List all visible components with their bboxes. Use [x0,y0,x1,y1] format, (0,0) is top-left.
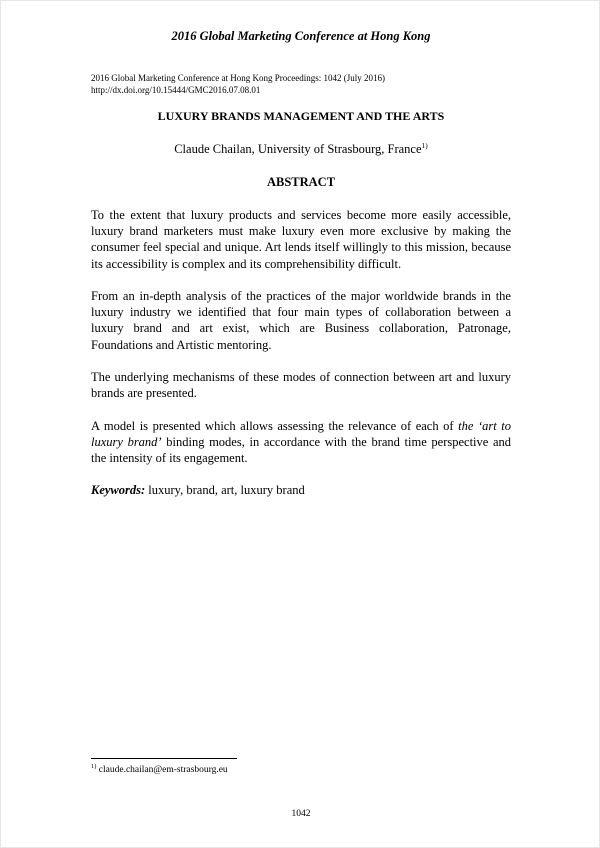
abstract-paragraph-3: The underlying mechanisms of these modes of connection between art and luxury brands are presented. [91,370,511,401]
author-text: Claude Chailan, University of Strasbourg, France [174,142,422,156]
abstract-paragraph-4 [91,418,511,467]
doi-link[interactable]: http://dx.doi.org/10.15444/GMC2016.07.08.01 [91,85,261,95]
paper-title: LUXURY BRANDS MANAGEMENT AND THE ARTS [157,109,445,123]
footnote-email[interactable]: claude.chailan@em-strasbourg.eu [96,765,228,775]
abstract-body [91,207,511,515]
footnote [91,762,228,775]
abstract-heading: ABSTRACT [266,175,336,189]
running-header: 2016 Global Marketing Conference at Hong Kong [171,29,431,43]
paragraph-4-italic: the ‘art to luxury brand’ [91,418,512,449]
keywords-values: luxury, brand, art, luxury brand [145,483,305,498]
abstract-paragraph-2: From an in-depth analysis of the practices of the major worldwide brands in the luxury industry we identified that four main types of collaboration between a luxury brand and art exist, which are Business collaboration, Patronage, Foundations and Artistic mentoring. [91,289,511,352]
author-footnote-mark: 1) [421,140,428,150]
abstract-paragraph-1: To the extent that luxury products and services become more easily accessible, luxury brand marketers must make luxury even more exclusive by making the consumer feel special and unique. Art lends itself willingly to this mission, because its accessibility is complex and its comprehensibility difficult. [91,208,511,271]
keywords-line [91,482,511,498]
keywords-label: Keywords: [91,483,146,498]
footnote-mark: 1) [91,762,97,770]
footnote-divider [91,758,237,759]
page-number: 1042 [291,809,311,819]
proceedings-citation: 2016 Global Marketing Conference at Hong Kong Proceedings: 1042 (July 2016) [91,73,385,83]
paragraph-4-text-a: A model is presented which allows assessing the relevance of each of [91,418,459,433]
author-line [1,142,600,157]
proceedings-info [91,72,521,96]
paragraph-4-text-b: binding modes, in accordance with the brand time perspective and the intensity of its engagement. [91,434,512,465]
